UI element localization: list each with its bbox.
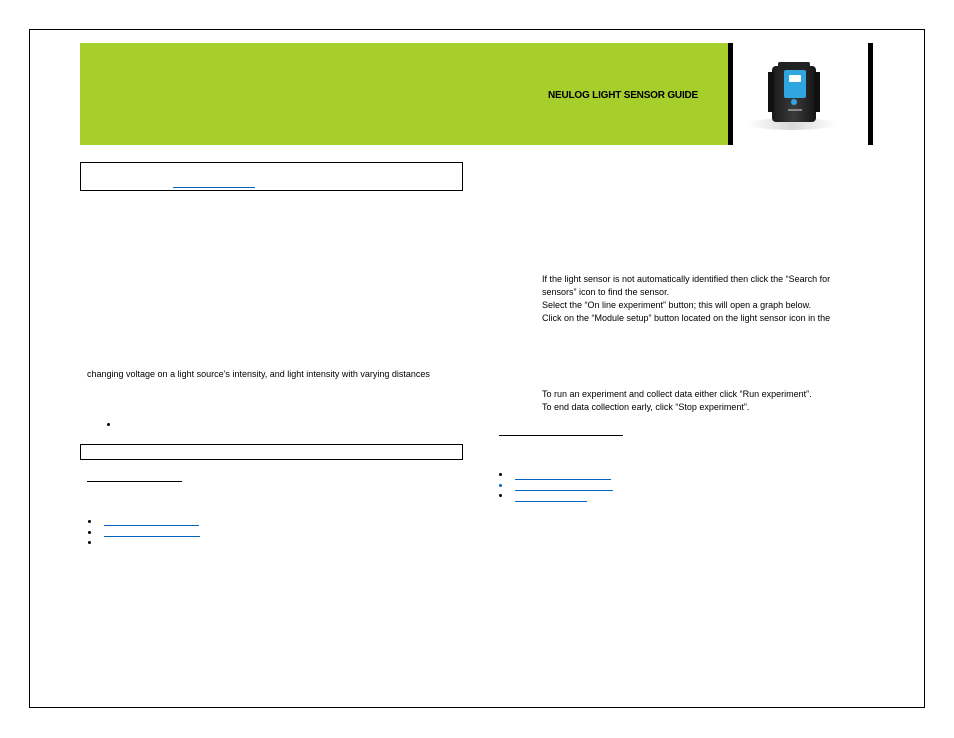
left-info-box	[80, 162, 463, 191]
step-text-1: If the light sensor is not automatically identified then click the “Search for	[542, 274, 831, 284]
step-text-2: sensors” icon to find the sensor.	[542, 287, 670, 297]
left-list-bullet-2	[88, 531, 91, 534]
right-list-bullet-2	[499, 484, 502, 487]
left-list-link-1[interactable]	[104, 525, 199, 526]
left-list-link-2[interactable]	[104, 536, 200, 537]
run-step-text-1: To run an experiment and collect data either click “Run experiment”.	[542, 389, 812, 399]
light-sensor-image	[742, 56, 842, 134]
right-list-bullet-1	[499, 473, 502, 476]
left-section-box	[80, 444, 463, 460]
left-list-bullet-1	[88, 520, 91, 523]
step-text-3: Select the “On line experiment” button; this will open a graph below.	[542, 300, 812, 310]
right-list-link-1[interactable]	[515, 479, 611, 480]
right-list-link-3[interactable]	[515, 501, 587, 502]
run-step-text-2: To end data collection early, click “Stop experiment”.	[542, 402, 750, 412]
intro-paragraph-tail: changing voltage on a light source’s intensity, and light intensity with varying distances	[87, 369, 430, 379]
left-section-heading-underline	[87, 481, 182, 482]
right-list-bullet-3	[499, 494, 502, 497]
left-info-box-link[interactable]	[173, 187, 255, 188]
step-text-4: Click on the “Module setup” button located on the light sensor icon in the	[542, 313, 831, 323]
header-divider-left	[728, 43, 733, 145]
header-divider-right	[868, 43, 873, 145]
right-list-link-2[interactable]	[515, 490, 613, 491]
right-section-heading-underline	[499, 435, 623, 436]
header-title: NEULOG LIGHT SENSOR GUIDE	[548, 90, 699, 101]
left-bullet-single	[107, 423, 110, 426]
left-list-bullet-3	[88, 541, 91, 544]
